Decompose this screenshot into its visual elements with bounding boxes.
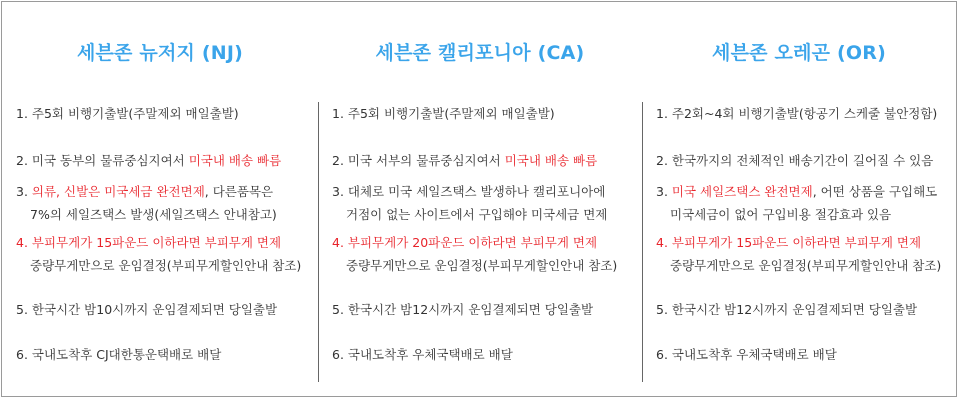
feature-item <box>656 231 950 277</box>
feature-item <box>16 149 312 172</box>
feature-item <box>656 102 950 125</box>
feature-text: 거점이 없는 사이트에서 구입해야 미국세금 면제 <box>346 207 608 222</box>
feature-line <box>656 203 950 226</box>
column-title: 세븐존 캘리포니아 (CA) <box>375 42 585 64</box>
feature-line <box>16 203 312 226</box>
feature-line <box>332 231 636 254</box>
feature-item <box>16 298 312 321</box>
feature-item <box>332 102 636 125</box>
feature-text: 미국세금이 없어 구입비용 절감효과 있음 <box>670 207 892 222</box>
feature-line <box>332 102 636 125</box>
feature-item <box>16 343 312 366</box>
feature-text: 5. 한국시간 밤10시까지 운임결제되면 당일출발 <box>16 302 278 317</box>
highlight-text: 4. 부피무게가 15파운드 이하라면 부피무게 면제 <box>16 235 282 250</box>
feature-item <box>656 343 950 366</box>
feature-line <box>16 343 312 366</box>
highlight-text: 미국내 배송 빠름 <box>504 153 598 168</box>
feature-text: 7%의 세일즈택스 발생(세일즈택스 안내참고) <box>30 207 277 222</box>
feature-item <box>332 180 636 226</box>
highlight-text: 미국 세일즈택스 완전면제 <box>671 184 813 199</box>
feature-item <box>656 149 950 172</box>
feature-item <box>332 231 636 277</box>
feature-text: 1. 주5회 비행기출발(주말제외 매일출발) <box>16 106 239 121</box>
column-title: 세븐존 뉴저지 (NJ) <box>76 42 244 64</box>
feature-line <box>656 254 950 277</box>
feature-line <box>656 343 950 366</box>
feature-text: 1. 주5회 비행기출발(주말제외 매일출발) <box>332 106 555 121</box>
feature-line <box>656 180 950 203</box>
feature-text: 5. 한국시간 밤12시까지 운임결제되면 당일출발 <box>332 302 594 317</box>
column-nj <box>2 2 318 398</box>
feature-line <box>332 343 636 366</box>
highlight-text: 미국내 배송 빠름 <box>188 153 282 168</box>
feature-line <box>16 149 312 172</box>
feature-line <box>332 203 636 226</box>
feature-text: 중량무게만으로 운임결정(부피무게할인안내 참조) <box>346 258 618 273</box>
feature-line <box>16 180 312 203</box>
feature-line <box>656 149 950 172</box>
feature-item <box>16 231 312 277</box>
column-title: 세븐존 오레곤 (OR) <box>712 42 886 64</box>
feature-text: 2. 한국까지의 전체적인 배송기간이 길어질 수 있음 <box>656 153 934 168</box>
feature-text: 3. <box>16 184 32 199</box>
feature-text: 2. 미국 서부의 물류중심지여서 <box>332 153 505 168</box>
feature-item <box>16 102 312 125</box>
feature-line <box>332 149 636 172</box>
feature-text: , 다른품목은 <box>204 184 274 199</box>
feature-line <box>656 231 950 254</box>
column-ca <box>318 2 642 398</box>
feature-item <box>332 343 636 366</box>
feature-line <box>16 254 312 277</box>
feature-line <box>656 298 950 321</box>
feature-line <box>332 298 636 321</box>
feature-text: 중량무게만으로 운임결정(부피무게할인안내 참조) <box>670 258 942 273</box>
feature-text: , 어떤 상품을 구입해도 <box>812 184 938 199</box>
feature-text: 중량무게만으로 운임결정(부피무게할인안내 참조) <box>30 258 302 273</box>
column-or <box>642 2 956 398</box>
feature-item <box>656 298 950 321</box>
feature-text: 1. 주2회~4회 비행기출발(항공기 스케줄 불안정함) <box>656 106 938 121</box>
feature-item <box>332 298 636 321</box>
feature-item <box>656 180 950 226</box>
feature-text: 6. 국내도착후 우체국택배로 배달 <box>656 347 837 362</box>
feature-line <box>16 102 312 125</box>
feature-line <box>656 102 950 125</box>
highlight-text: 4. 부피무게가 15파운드 이하라면 부피무게 면제 <box>656 235 922 250</box>
feature-line <box>16 298 312 321</box>
feature-line <box>332 180 636 203</box>
comparison-panel <box>1 1 957 397</box>
feature-item <box>332 149 636 172</box>
feature-text: 3. <box>656 184 672 199</box>
feature-text: 2. 미국 동부의 물류중심지여서 <box>16 153 189 168</box>
feature-text: 6. 국내도착후 우체국택배로 배달 <box>332 347 513 362</box>
highlight-text: 의류, 신발은 미국세금 완전면제 <box>31 184 205 199</box>
feature-text: 3. 대체로 미국 세일즈택스 발생하나 캘리포니아에 <box>332 184 606 199</box>
feature-line <box>332 254 636 277</box>
feature-text: 6. 국내도착후 CJ대한통운택배로 배달 <box>16 347 222 362</box>
highlight-text: 4. 부피무게가 20파운드 이하라면 부피무게 면제 <box>332 235 598 250</box>
feature-item <box>16 180 312 226</box>
feature-text: 5. 한국시간 밤12시까지 운임결제되면 당일출발 <box>656 302 918 317</box>
feature-line <box>16 231 312 254</box>
